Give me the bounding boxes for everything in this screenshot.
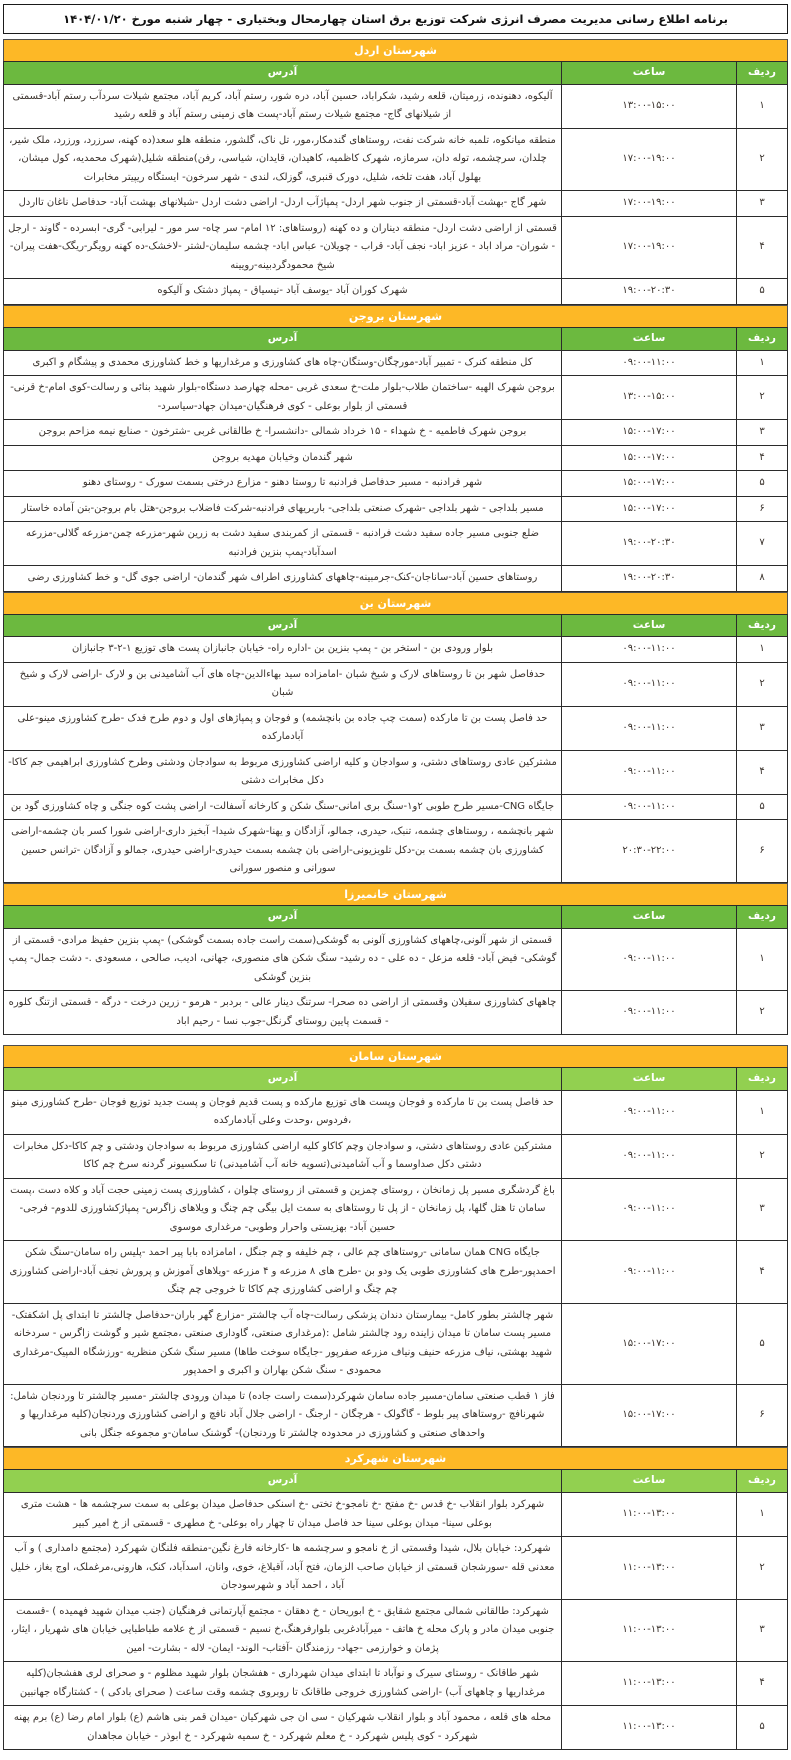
row-number-cell: ۳ <box>737 1178 788 1241</box>
row-number-cell: ۲ <box>737 376 788 420</box>
outage-address-cell: حد فاصل پست بن تا مارکده (سمت چپ جاده بن بانچشمه) و فوجان و پمپاژهای اول و دوم طرح فدک -طرح کشاورزی مینو-علی آبادمارکده <box>4 706 562 750</box>
table-row <box>4 750 788 794</box>
row-number-cell: ۲ <box>737 662 788 706</box>
section-title-band: شهرستان بن <box>3 592 788 614</box>
row-number-cell: ۱ <box>737 637 788 663</box>
outage-time-cell: ۲۰:۳۰-۲۲:۰۰ <box>562 820 737 883</box>
row-number-cell: ۳ <box>737 706 788 750</box>
outage-address-cell: شهرک کوران آباد -یوسف آباد -نیسیاق - پمپاژ دشتک و آلیکوه <box>4 279 562 305</box>
outage-address-cell: شهرکرد: خیابان بلال، شیدا وقسمتی از خ نامجو و سرچشمه ها -کارخانه فارغ نگین-منطقه فلنگان شهرکرد (مجتمع دامداری ) و آب معدنی قله -سورشجان قسمتی از خیابان صاحب الزمان، فتح آباد، آقبلاغ، خوی، وانان، اسدآباد، کنک، هارونی،مرغملک، اوج بغاز، خلیل آباد ، احمد آباد و شهرسودجان <box>4 1537 562 1600</box>
section-title-band: شهرستان اردل <box>3 39 788 61</box>
column-header-row <box>4 327 788 350</box>
section-3 <box>3 883 788 1035</box>
outage-address-cell: بروجن شهرک الهیه -ساختمان طلاب-بلوار ملت-خ سعدی غربی -محله چهارصد دستگاه-بلوار شهید بنائی و رسالت-کوی امام-خ قرنی-قسمتی از بلوار بوعلی - کوی فرهنگیان-میدان جهاد-سیاسرد- <box>4 376 562 420</box>
outage-time-cell: ۰۹:۰۰-۱۱:۰۰ <box>562 750 737 794</box>
outage-address-cell: بلوار ورودی بن - استخر بن - پمپ بنزین بن -اداره راه- خیابان جانبازان پست های توزیع ۱-۲-۳ جانبازان <box>4 637 562 663</box>
outage-time-cell: ۰۹:۰۰-۱۱:۰۰ <box>562 1241 737 1304</box>
column-header-address: آدرس <box>4 905 562 928</box>
row-number-cell: ۲ <box>737 128 788 191</box>
row-number-cell: ۵ <box>737 794 788 820</box>
column-header-row-number: ردیف <box>737 1470 788 1493</box>
table-row <box>4 496 788 522</box>
section-table <box>3 61 788 305</box>
outage-time-cell: ۱۵:۰۰-۱۷:۰۰ <box>562 420 737 446</box>
table-row <box>4 84 788 128</box>
table-row <box>4 1384 788 1447</box>
column-header-address: آدرس <box>4 327 562 350</box>
table-row <box>4 1662 788 1706</box>
outage-time-cell: ۰۹:۰۰-۱۱:۰۰ <box>562 1134 737 1178</box>
table-row <box>4 216 788 279</box>
row-number-cell: ۳ <box>737 1599 788 1662</box>
table-row <box>4 928 788 991</box>
table-row <box>4 376 788 420</box>
outage-time-cell: ۰۹:۰۰-۱۱:۰۰ <box>562 1178 737 1241</box>
table-row <box>4 1706 788 1750</box>
section-table <box>3 327 788 592</box>
column-header-row-number: ردیف <box>737 327 788 350</box>
table-row <box>4 662 788 706</box>
outage-address-cell: قسمتی از شهر آلونی،چاههای کشاورزی آلونی به گوشکی(سمت راست جاده بسمت گوشکی) -پمپ بنزین حفیظ مرادی- قسمتی از گوشکی- فیض آباد- قلعه مزعل - ده علی - ده رشید- سنگ شکن های منصوری، جهانی، ادیب، صالحی ، مسعودی .- دشت جمال- پمپ بنزین گوشکی <box>4 928 562 991</box>
column-header-row-number: ردیف <box>737 62 788 85</box>
outage-time-cell: ۰۹:۰۰-۱۱:۰۰ <box>562 794 737 820</box>
section-title-band: شهرستان بروجن <box>3 305 788 327</box>
row-number-cell: ۴ <box>737 1241 788 1304</box>
table-row <box>4 191 788 217</box>
row-number-cell: ۵ <box>737 1706 788 1750</box>
row-number-cell: ۵ <box>737 279 788 305</box>
row-number-cell: ۳ <box>737 420 788 446</box>
row-number-cell: ۲ <box>737 1134 788 1178</box>
section-0 <box>3 39 788 305</box>
row-number-cell: ۶ <box>737 1384 788 1447</box>
section-5 <box>3 1447 788 1750</box>
section-4 <box>3 1045 788 1447</box>
section-table <box>3 1469 788 1750</box>
outage-address-cell: چاههای کشاورزی سفیلان وقسمتی از اراضی ده صحرا- سرتنگ دینار عالی - بردبر - هرمو - زرین درخت - درگه - قسمتی ازتنگ کلوره - قسمت پایین روستای گرنگل-جوب نسا - رحیم اباد <box>4 991 562 1035</box>
outage-time-cell: ۱۱:۰۰-۱۳:۰۰ <box>562 1706 737 1750</box>
table-row <box>4 128 788 191</box>
outage-address-cell: مسیر بلداجی - شهر بلداجی -شهرک صنعتی بلداجی- باربریهای فرادنبه-شرکت فاضلاب بروجن-هتل بام بروجن-بتن آماده خاستار <box>4 496 562 522</box>
row-number-cell: ۸ <box>737 566 788 592</box>
column-header-time: ساعت <box>562 327 737 350</box>
table-row <box>4 637 788 663</box>
outage-address-cell: فاز ۱ قطب صنعتی سامان-مسیر جاده سامان شهرکرد(سمت راست جاده) تا میدان ورودی چالشتر -مسیر چالشتر تا وردنجان شامل: شهرنافچ -روستاهای پیر بلوط - گاگولک - هرچگان - ارجنگ - اراضی جلال آباد نافچ و اراضی کشاورزی وردنجان(کلیه مرغداریها و واحدهای صنعتی و کشاورزی در محدوده چالشتر تا وردنجان)- گوشنک سامان-و مجموعه جنگل بانی <box>4 1384 562 1447</box>
row-number-cell: ۴ <box>737 750 788 794</box>
outage-time-cell: ۱۵:۰۰-۱۷:۰۰ <box>562 1384 737 1447</box>
outage-address-cell: شهر طاقانک - روستای سیرک و نوآباد تا ابتدای میدان شهرداری - هفشجان بلوار شهید مظلوم - و صحرای لری هفشجان(کلیه مرغداریها و چاههای آب) -اراضی کشاورزی خروجی طاقانک تا روبروی چشمه وقت ساعت ( صحرای بادکی ) - کشتارگاه جهانبین <box>4 1662 562 1706</box>
table-row <box>4 1241 788 1304</box>
outage-address-cell: شهر گاج -بهشت آباد-قسمتی از جنوب شهر اردل- پمپاژآب اردل- اراضی دشت اردل -شیلانهای بهشت آباد- حدفاصل ناغان تااردل <box>4 191 562 217</box>
outage-address-cell: حدفاصل شهر بن تا روستاهای لارک و شیخ شبان -امامزاده سید بهاءالدین-چاه های آب آشامیدنی بن و لارک -اراضی لارک و شیخ شبان <box>4 662 562 706</box>
outage-address-cell: قسمتی از اراضی دشت اردل- منطقه دیناران و ده کهنه (روستاهای: ۱۲ امام- سر چاه- سر مور - لیرابی- گری- ابسرده - گاوند - ارجل - شوران- مراد اباد - عزیز اباد- نجف آباد- قراب - چویلان- عباس اباد- چشمه سلیمان-لشتر -لاخشک-ده کهنه رویگر-ریگک-هفت پیران-شیخ محمودگردبینه-رویینه <box>4 216 562 279</box>
outage-time-cell: ۰۹:۰۰-۱۱:۰۰ <box>562 706 737 750</box>
outage-address-cell: روستاهای حسین آباد-ساناجان-کنک-جرمبینه-چاههای کشاورزی اطراف شهر گندمان- اراضی جوی گل- و خط کشاورزی رضی <box>4 566 562 592</box>
table-row <box>4 820 788 883</box>
row-number-cell: ۱ <box>737 928 788 991</box>
row-number-cell: ۴ <box>737 445 788 471</box>
row-number-cell: ۴ <box>737 216 788 279</box>
row-number-cell: ۱ <box>737 1493 788 1537</box>
outage-address-cell: منطقه میانکوه، تلمبه خانه شرکت نفت، روستاهای گندمکار،مور، تل ناک، گلشور، منطقه هلو سعد(ده کهنه، سرزرد، ورزرد، ملک شیر، چلدان، سرچشمه، توله دان، سرمازه، شهرک کاظمیه، کاهیدان، قایدان، شیاسی، رفن)منطقه شلیل(شهرک محمدیه، کول میشان، بهلول آباد، هفت تلخه، شلیل، دورک قنبری، گوزلک، لندی - شهر سرخون- ایستگاه ریپیتر مخابرات <box>4 128 562 191</box>
table-row <box>4 566 788 592</box>
table-row <box>4 1134 788 1178</box>
outage-time-cell: ۱۱:۰۰-۱۳:۰۰ <box>562 1599 737 1662</box>
sections-container <box>3 39 788 1750</box>
table-row <box>4 471 788 497</box>
outage-address-cell: مشترکین عادی روستاهای دشتی، و سوادجان و کلیه اراضی کشاورزی مربوط به سوادجان ودشتی وطرح کشاورزی ابراهیمی جم کاکا-دکل مخابرات دشتی <box>4 750 562 794</box>
outage-time-cell: ۱۷:۰۰-۱۹:۰۰ <box>562 128 737 191</box>
row-number-cell: ۵ <box>737 1303 788 1384</box>
column-header-time: ساعت <box>562 614 737 637</box>
outage-time-cell: ۱۹:۰۰-۲۰:۳۰ <box>562 279 737 305</box>
row-number-cell: ۶ <box>737 496 788 522</box>
column-header-row <box>4 62 788 85</box>
section-table <box>3 905 788 1035</box>
outage-address-cell: جایگاه CNG-مسیر طرح طوبی ۲و۱-سنگ بری امانی-سنگ شکن و کارخانه آسفالت- اراضی پشت کوه جنگی و چاه کشاورزی گود بن <box>4 794 562 820</box>
column-header-time: ساعت <box>562 1068 737 1091</box>
table-row <box>4 420 788 446</box>
row-number-cell: ۴ <box>737 1662 788 1706</box>
outage-address-cell: ضلع جنوبی مسیر جاده سفید دشت فرادنبه - قسمتی از کمربندی سفید دشت به زرین شهر-مزرعه چمن-مزرعه گلالی-مزرعه اسدآباد-پمپ بنزین فرادنبه <box>4 522 562 566</box>
row-number-cell: ۲ <box>737 991 788 1035</box>
table-row <box>4 991 788 1035</box>
row-number-cell: ۷ <box>737 522 788 566</box>
table-row <box>4 1090 788 1134</box>
outage-time-cell: ۰۹:۰۰-۱۱:۰۰ <box>562 928 737 991</box>
outage-address-cell: شهر گندمان وخیابان مهدیه بروجن <box>4 445 562 471</box>
outage-time-cell: ۱۳:۰۰-۱۵:۰۰ <box>562 84 737 128</box>
outage-address-cell: شهر چالشتر بطور کامل- بیمارستان دندان پزشکی رسالت-چاه آب چالشتر -مزارع گهر باران-حدفاصل چالشتر تا ابتدای پل اشکفتک- مسیر پست سامان تا میدان زاینده رود چالشتر شامل :(مرغداری صنعتی، گاوداری صنعتی ،مجتمع شیر و گوشت زاگرس - سردخانه شهید بهشتی، نیاف مزرعه حنیف ونیاف مزرعه صفرپور -جایگاه سوخت طاها) مسیر سنگ شکن منظریه -ورزشگاه المپیک-مرغداری محمودی - سنگ شکن بهاران و اکبری و احمدپور <box>4 1303 562 1384</box>
table-row <box>4 1178 788 1241</box>
outage-time-cell: ۱۵:۰۰-۱۷:۰۰ <box>562 471 737 497</box>
outage-address-cell: محله های قلعه ، محمود آباد و بلوار انقلاب شهرکیان - سی ان جی شهرکیان -میدان قمر بنی هاشم (ع) بلوار امام رضا (ع) برم پهنه شهرکرد - کوی پلیس شهرکرد - خ معلم شهرکرد - خ سمیه شهرکرد - خ ابوذر - خیابان مجاهدان <box>4 1706 562 1750</box>
table-row <box>4 279 788 305</box>
column-header-row-number: ردیف <box>737 905 788 928</box>
table-row <box>4 350 788 376</box>
section-title-band: شهرستان خانمیرزا <box>3 883 788 905</box>
row-number-cell: ۵ <box>737 471 788 497</box>
outage-address-cell: کل منطقه کنرک - تمبیر آباد-مورچگان-وستگان-چاه های کشاورزی و مرغداریها و خط کشاورزی محمدی و پیشگام و اکبری <box>4 350 562 376</box>
table-row <box>4 1303 788 1384</box>
section-2 <box>3 592 788 883</box>
section-1 <box>3 305 788 592</box>
outage-time-cell: ۰۹:۰۰-۱۱:۰۰ <box>562 637 737 663</box>
outage-time-cell: ۰۹:۰۰-۱۱:۰۰ <box>562 662 737 706</box>
row-number-cell: ۱ <box>737 1090 788 1134</box>
column-header-row <box>4 1470 788 1493</box>
document-title: برنامه اطلاع رسانی مدیریت مصرف انرژی شرکت توزیع برق استان چهارمحال وبختیاری - چهار شنبه مورخ ۱۴۰۴/۰۱/۲۰ <box>3 4 788 34</box>
table-row <box>4 522 788 566</box>
row-number-cell: ۲ <box>737 1537 788 1600</box>
column-header-time: ساعت <box>562 905 737 928</box>
outage-address-cell: شهرکرد بلوار انقلاب -خ قدس -خ مفتح -خ نامجو-خ تختی -خ اسنکی حدفاصل میدان بوعلی به سمت سرچشمه ها - هشت متری بوعلی سینا- میدان بوعلی سینا حد فاصل میدان تا چهار راه بوعلی- خ مطهری - قسمتی از خ امیر کبیر <box>4 1493 562 1537</box>
row-number-cell: ۱ <box>737 350 788 376</box>
row-number-cell: ۱ <box>737 84 788 128</box>
column-header-row <box>4 905 788 928</box>
outage-address-cell: حد فاصل پست بن تا مارکده و فوجان وپست های توزیع مارکده و پست قدیم فوجان و پست جدید توزیع فوجان -طرح کشاورزی مینو ،فردوس ،وحدت وعلی آبادمارکده <box>4 1090 562 1134</box>
column-header-row-number: ردیف <box>737 1068 788 1091</box>
column-header-address: آدرس <box>4 614 562 637</box>
outage-time-cell: ۱۷:۰۰-۱۹:۰۰ <box>562 216 737 279</box>
outage-time-cell: ۱۱:۰۰-۱۳:۰۰ <box>562 1537 737 1600</box>
outage-time-cell: ۱۵:۰۰-۱۷:۰۰ <box>562 445 737 471</box>
outage-schedule-document <box>3 4 788 1750</box>
outage-address-cell: باغ گردشگری مسیر پل زمانخان ، روستای چمزین و قسمتی از روستای چلوان ، کشاورزی پست زمینی حجت آباد و کلاه دست ،پست سامان تا هتل گلها، پل زمانخان - از پل تا روستاهای به سمت ایل بیگی چم چنگ و ویلاهای زاگرس- پمپاژکشاورزی للدوم- فرجی-حسین آباد- بهزیستی واحرار وطوبی- مرغداری موسوی <box>4 1178 562 1241</box>
column-header-row-number: ردیف <box>737 614 788 637</box>
outage-address-cell: آلیکوه، دهنونده، زرمیتان، قلعه رشید، شکراباد، حسین آباد، دره شور، رستم آباد، کریم آباد، مجتمع شیلات سردآب رستم آباد-قسمتی از شیلانهای گاج- مجتمع شیلات رستم آباد-پست های زمینی رستم آباد و قلعه رشید <box>4 84 562 128</box>
outage-time-cell: ۱۹:۰۰-۲۰:۳۰ <box>562 522 737 566</box>
table-row <box>4 706 788 750</box>
column-header-address: آدرس <box>4 1470 562 1493</box>
column-header-time: ساعت <box>562 62 737 85</box>
outage-time-cell: ۱۷:۰۰-۱۹:۰۰ <box>562 191 737 217</box>
outage-time-cell: ۱۵:۰۰-۱۷:۰۰ <box>562 1303 737 1384</box>
section-title-band: شهرستان سامان <box>3 1045 788 1067</box>
table-row <box>4 794 788 820</box>
outage-time-cell: ۰۹:۰۰-۱۱:۰۰ <box>562 991 737 1035</box>
table-row <box>4 1599 788 1662</box>
table-row <box>4 1537 788 1600</box>
outage-time-cell: ۱۹:۰۰-۲۰:۳۰ <box>562 566 737 592</box>
outage-address-cell: شهرکرد: طالقانی شمالی مجتمع شقایق - خ ابوریحان - خ دهقان - مجتمع آپارتمانی فرهنگیان (جنب میدان شهید فهمیده ) -قسمت جنوبی میدان مادر و پارک محله خ هاتف - میرآبادغربی بلوارفرهنگ،خ نسیم - قسمتی از خ علامه طباطبایی خیابان های شهریار ، ایثار، پژمان و خوارزمی -جهاد- رزمندگان -آفتاب- الوند- ایمان- لاله - بشارت- امین <box>4 1599 562 1662</box>
row-number-cell: ۳ <box>737 191 788 217</box>
outage-time-cell: ۰۹:۰۰-۱۱:۰۰ <box>562 1090 737 1134</box>
section-table <box>3 1067 788 1447</box>
column-header-address: آدرس <box>4 62 562 85</box>
outage-address-cell: جایگاه CNG همان سامانی -روستاهای چم عالی ، چم خلیفه و چم جنگل ، امامزاده بابا پیر احمد -پلیس راه سامان-سنگ شکن احمدپور-طرح های کشاورزی طوبی یک ودو بن -طرح های ۸ مزرعه و ۴ مزرعه -ویلاهای آموزش و پرورش نجف آباد-اراضی کشاورزی چم چنگ و اراضی کشاورزی چم کاکا تا خروجی چم چنگ <box>4 1241 562 1304</box>
section-table <box>3 614 788 883</box>
outage-time-cell: ۰۹:۰۰-۱۱:۰۰ <box>562 350 737 376</box>
outage-time-cell: ۱۱:۰۰-۱۳:۰۰ <box>562 1493 737 1537</box>
outage-address-cell: بروجن شهرک فاطمیه - خ شهداء - ۱۵ خرداد شمالی -دانشسرا- خ طالقانی غربی -شترخون - صنایع نیمه مزاحم بروجن <box>4 420 562 446</box>
column-header-row <box>4 614 788 637</box>
table-row <box>4 445 788 471</box>
outage-time-cell: ۱۳:۰۰-۱۵:۰۰ <box>562 376 737 420</box>
column-header-address: آدرس <box>4 1068 562 1091</box>
outage-address-cell: مشترکین عادی روستاهای دشتی، و سوادجان وچم کاکاو کلیه اراضی کشاورزی مربوط به سوادجان ودشتی و چم کاکا-دکل مخابرات دشتی دکل صداوسما و آب آشامیدنی(تسویه خانه آب آشامیدنی) تا سکسیونر گردنه سرخ چم کاکا <box>4 1134 562 1178</box>
section-title-band: شهرستان شهرکرد <box>3 1447 788 1469</box>
column-header-row <box>4 1068 788 1091</box>
table-row <box>4 1493 788 1537</box>
outage-address-cell: شهر بانچشمه ، روستاهای چشمه، تنبک، حیدری، جمالو، آزادگان و یهنا-شهرک شیدا- آبخیز داری-اراضی شورا کسر بان چشمه-اراضی کشاورزی بان چشمه بسمت بن-دکل تلویزیونی-اراضی بان چشمه بسمت حیدری-اراضی حیدری، جمالو و آزادگان -ترانس حسین سورانی و منصور سورانی <box>4 820 562 883</box>
outage-address-cell: شهر فرادنبه - مسیر حدفاصل فرادنبه تا روستا دهنو - مزارع درختی بسمت سورک - روستای دهنو <box>4 471 562 497</box>
row-number-cell: ۶ <box>737 820 788 883</box>
column-header-time: ساعت <box>562 1470 737 1493</box>
outage-time-cell: ۱۵:۰۰-۱۷:۰۰ <box>562 496 737 522</box>
outage-time-cell: ۱۱:۰۰-۱۳:۰۰ <box>562 1662 737 1706</box>
